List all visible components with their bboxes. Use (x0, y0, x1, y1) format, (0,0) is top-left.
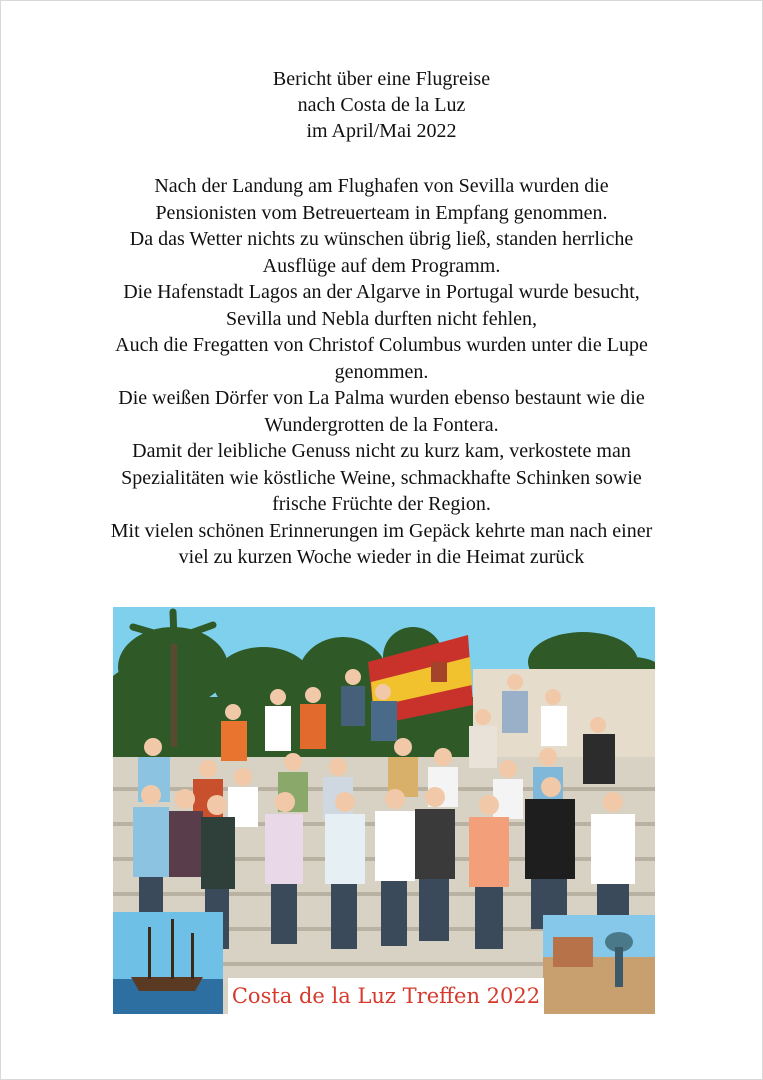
photo-caption: Costa de la Luz Treffen 2022 (231, 984, 541, 1008)
title-line-3: im April/Mai 2022 (306, 120, 457, 142)
body-line: Da das Wetter nichts zu wünschen übrig ließ, standen herrliche (129, 228, 634, 250)
group-photo-illustration (113, 607, 655, 1014)
body-line: viel zu kurzen Woche wieder in die Heimat zurück (178, 546, 585, 568)
plaza-inset (543, 915, 655, 1014)
title-line-2: nach Costa de la Luz (297, 94, 466, 116)
ship-inset (113, 912, 223, 1014)
body-line: Die Hafenstadt Lagos an der Algarve in Portugal wurde besucht, (123, 281, 640, 303)
body-line: Damit der leibliche Genuss nicht zu kurz kam, verkostete man (132, 440, 631, 462)
body-line: frische Früchte der Region. (272, 493, 491, 515)
group-photo (113, 607, 655, 1014)
body-line: Die weißen Dörfer von La Palma wurden ebenso bestaunt wie die (118, 387, 645, 409)
report-body (0, 173, 763, 571)
body-line: Pensionisten vom Betreuerteam in Empfang genommen. (155, 201, 608, 224)
body-line: Spezialitäten wie köstliche Weine, schmackhafte Schinken sowie (121, 466, 642, 489)
body-line: Ausflüge auf dem Programm. (262, 254, 501, 277)
body-line: Mit vielen schönen Erinnerungen im Gepäck kehrte man nach einer (110, 519, 653, 542)
body-line: genommen. (334, 360, 429, 383)
body-line: Nach der Landung am Flughafen von Sevilla wurden die (154, 175, 609, 197)
title-line-1: Bericht über eine Flugreise (272, 68, 491, 90)
body-line: Auch die Fregatten von Christof Columbus wurden unter die Lupe (115, 334, 648, 356)
body-line: Sevilla und Nebla durften nicht fehlen, (225, 307, 537, 330)
report-title (0, 66, 763, 144)
body-line: Wundergrotten de la Fontera. (264, 413, 499, 436)
